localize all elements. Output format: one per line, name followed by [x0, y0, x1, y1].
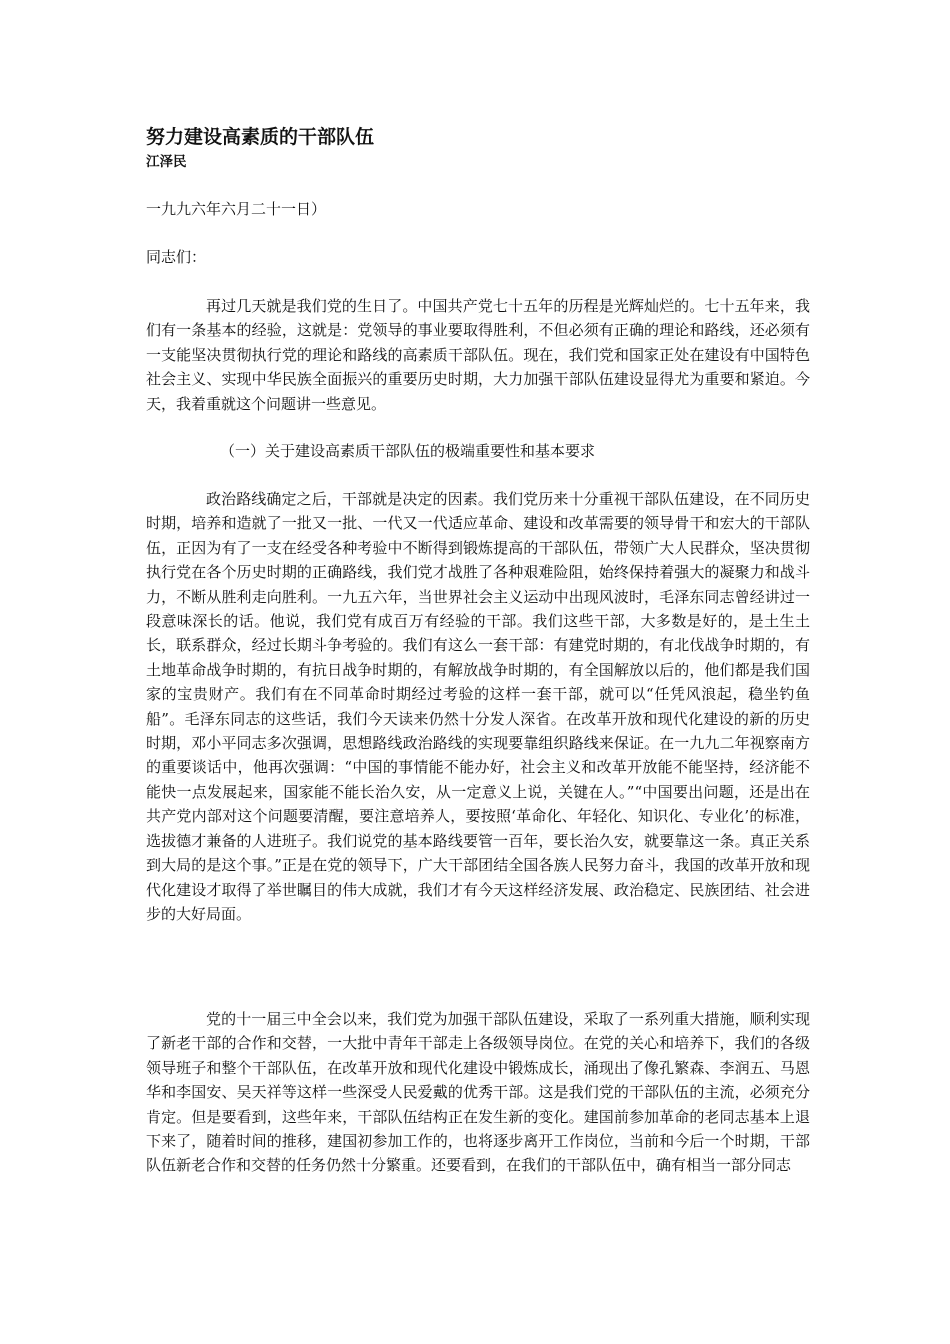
paragraph-political-line: 政治路线确定之后，干部就是决定的因素。我们党历来十分重视干部队伍建设，在不同历史时期，培养和造就了一批又一批、一代又一代适应革命、建设和改革需要的领导骨干和宏大的干部队伍，正因为有了一支在经受各种考验中不断得到锻炼提高的干部队伍，带领广大人民群众，坚决贯彻执行党在各个历史时期的正确路线，我们党才战胜了各种艰难险阻，始终保持着强大的凝聚力和战斗力，不断从胜利走向胜利。一九五六年，当世界社会主义运动中出现风波时，毛泽东同志曾经讲过一段意味深长的话。他说，我们党有成百万有经验的干部。我们这些干部，大多数是好的，是土生土长，联系群众，经过长期斗争考验的。我们有这么一套干部：有建党时期的，有北伐战争时期的，有土地革命战争时期的，有抗日战争时期的，有解放战争时期的，有全国解放以后的，他们都是我们国家的宝贵财产。我们有在不同革命时期经过考验的这样一套干部，就可以“任凭风浪起，稳坐钓鱼船”。毛泽东同志的这些话，我们今天读来仍然十分发人深省。在改革开放和现代化建设的新的历史时期，邓小平同志多次强调，思想路线政治路线的实现要靠组织路线来保证。在一九九二年视察南方的重要谈话中，他再次强调：“中国的事情能不能办好，社会主义和改革开放能不能坚持，经济能不能快一点发展起来，国家能不能长治久安，从一定意义上说，关键在人。”“中国要出问题，还是出在共产党内部对这个问题要清醒，要注意培养人，要按照‘革命化、年轻化、知识化、专业化’的标准，选拔德才兼备的人进班子。我们说党的基本路线要管一百年，要长治久安，就要靠这一条。真正关系到大局的是这个事。”正是在党的领导下，广大干部团结全国各族人民努力奋斗，我国的改革开放和现代化建设才取得了举世瞩目的伟大成就，我们才有今天这样经济发展、政治稳定、民族团结、社会进步的大好局面。 [146, 490, 810, 923]
paragraph-third-plenum: 党的十一届三中全会以来，我们党为加强干部队伍建设，采取了一系列重大措施，顺利实现了新老干部的合作和交替，一大批中青年干部走上各级领导岗位。在党的关心和培养下，我们的各级领导班子和整个干部队伍，在改革开放和现代化建设中锻炼成长，涌现出了像孔繁森、李润五、马恩华和李国安、吴天祥等这样一些深受人民爱戴的优秀干部。这是我们党的干部队伍的主流，必须充分肯定。但是要看到，这些年来，干部队伍结构正在发生新的变化。建国前参加革命的老同志基本上退下来了，随着时间的推移，建国初参加工作的，也将逐步离开工作岗位，当前和今后一个时期，干部队伍新老合作和交替的任务仍然十分繁重。还要看到，在我们的干部队伍中，确有相当一部分同志 [146, 1010, 810, 1175]
section-heading: （一）关于建设高素质干部队伍的极端重要性和基本要求 [220, 442, 596, 460]
document-date: 一九九六年六月二十一日） [146, 200, 327, 218]
paragraph-intro: 再过几天就是我们党的生日了。中国共产党七十五年的历程是光辉灿烂的。七十五年来，我们有一条基本的经验，这就是：党领导的事业要取得胜利，不但必须有正确的理论和路线，还必须有一支能坚决贯彻执行党的理论和路线的高素质干部队伍。现在，我们党和国家正处在建设有中国特色社会主义、实现中华民族全面振兴的重要历史时期，大力加强干部队伍建设显得尤为重要和紧迫。今天，我着重就这个问题讲一些意见。 [146, 297, 810, 413]
salutation: 同志们： [146, 248, 207, 266]
document-title: 努力建设高素质的干部队伍 [146, 126, 375, 148]
document-page [146, 0, 810, 1344]
document-author: 江泽民 [146, 154, 187, 170]
